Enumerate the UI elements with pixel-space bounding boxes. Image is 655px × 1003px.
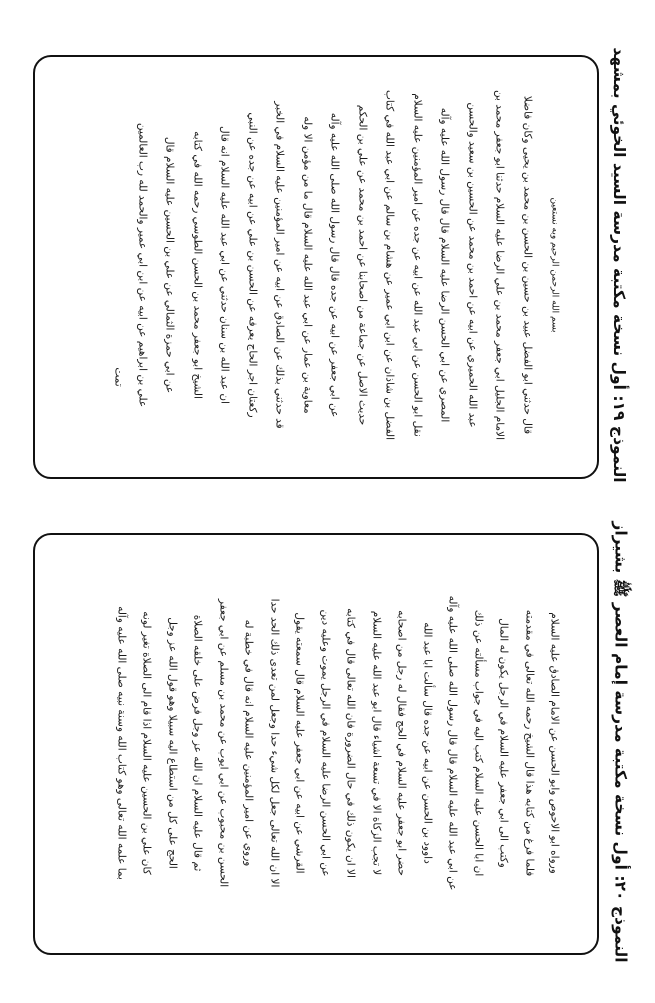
manuscript-line — [522, 553, 536, 933]
manuscript-line — [394, 553, 408, 933]
manuscript-line-text: معاوية بن عمار عن ابي عبد الله عليه السلام قال ما من مؤمن الا وله — [300, 116, 313, 414]
manuscript-signature — [111, 347, 125, 407]
manuscript-line — [355, 75, 369, 455]
manuscript-line-text: الا ان يكون ذلك في حال الضرورة فان الله تعالى قال في كتابه — [344, 608, 357, 878]
manuscript-line — [496, 553, 510, 933]
manuscript-line-text: قال حدثني ابو الفضل عبيد بن حسين بن الحسن بن محمد بن يحيى وكان فاضلا — [520, 95, 533, 435]
manuscript-line — [217, 75, 231, 455]
manuscript-line — [245, 75, 259, 455]
manuscript-line-text: الحسن بن محبوب عن ابي ايوب عن محمد بن مسلم عن ابي جعفر — [216, 598, 229, 888]
manuscript-line-text: وروي عن امير المؤمنين عليه السلام انه قال في خطبة له — [242, 619, 255, 867]
manuscript-line-text: قد حدثني بذلك عن الصادق عن ابيه عن امير المؤمنين عليه السلام في الخبر — [273, 101, 286, 429]
manuscript-line-text: الا ان الله تعالى جعل لكل شيء حدا وجعل لمن تعدى ذلك الحد حدا — [267, 598, 280, 888]
manuscript-line-text: عن ابي الحسن الرضا عليه السلام في الرجل يموت وعليه دين — [318, 609, 331, 877]
manuscript-line — [114, 553, 128, 933]
manuscript-line-text: حديث الاصل عن جماعة من اصحابنا عن احمد بن محمد عن علي بن الحكم — [355, 104, 368, 426]
manuscript-line-text: الحج على كل من استطاع اليه سبيلا وهو قول الله عز وجل — [165, 617, 178, 869]
manuscript-line-text: عن ابي حمزة الثمالي عن علي بن الحسين عليه السلام قال — [163, 136, 176, 394]
manuscript-line-text: داوود بن الحسن عن ابيه عن جده قال سألت ابا عبد الله — [420, 622, 433, 864]
manuscript-line — [369, 553, 383, 933]
manuscript-line-text: ورواه ابو الاحوص وابو الحسن عن الامام الصادق عليه السلام — [548, 612, 561, 874]
manuscript-line-text: القرشي عن ابيه عن ابي جعفر عليه السلام قال سمعته يقول — [293, 612, 306, 874]
manuscript-line-text: عن ابي عبد الله عليه السلام قال قال رسول الله صلى الله عليه وآله — [446, 595, 459, 891]
manuscript-line — [190, 553, 204, 933]
manuscript-line-text: لا تجب الزكاة الا في تسعة اشياء قال ابو عبد الله عليه السلام — [369, 610, 382, 876]
manuscript-line — [318, 553, 332, 933]
manuscript-line-text: بما علمه الله تعالى وهو كتاب الله وسنة نبيه صلى الله عليه وآله — [114, 606, 127, 880]
manuscript-line — [465, 75, 479, 455]
manuscript-line-text: وكتب الى ابي جعفر عليه السلام في الرجل يكون له المال — [497, 618, 510, 868]
manuscript-line — [241, 553, 255, 933]
manuscript-line-text: الامام الجليل ابي جعفر محمد بن علي الرضا عليه السلام حدثنا ابو جعفر محمد بن — [493, 89, 506, 441]
manuscript-line-text: ان ابا الحسن عليه السلام كتب اليه في جواب مسألته عن ذلك — [471, 609, 484, 877]
manuscript-line — [520, 75, 534, 455]
manuscript-line — [190, 75, 204, 455]
manuscript-line — [420, 553, 434, 933]
manuscript-line — [382, 75, 396, 455]
manuscript-line — [267, 553, 281, 933]
manuscript-line-text: حضر ابو جعفر عليه السلام في الحج فقال له رجل من اصحابه — [395, 610, 408, 876]
manuscript-line — [292, 553, 306, 933]
manuscript-sample-19 — [33, 55, 599, 479]
manuscript-signature-text: تمت — [112, 367, 125, 387]
manuscript-line-text: بسم الله الرحمن الرحيم وبه نستعين — [549, 197, 560, 333]
manuscript-line — [272, 75, 286, 455]
caption-19-strip — [604, 47, 634, 483]
manuscript-line-text: المصري عن ابي الحسن الرضا عليه السلام قال قال رسول الله عليه وآله — [438, 107, 451, 423]
manuscript-line — [445, 553, 459, 933]
manuscript-line — [410, 75, 424, 455]
manuscript-line-text: كان علي بن الحسين عليه السلام اذا قام الى الصلاة تغير لونه — [140, 611, 153, 875]
manuscript-line-text: عن ابي جعفر عن ابيه عن جده قال قال رسول الله صلى الله عليه وآله — [328, 112, 341, 418]
manuscript-line — [327, 75, 341, 455]
caption-20: النموذج ٢٠: أول نسخة مكتبة مدرسة إمام العصر ﷺ بشيراز — [611, 521, 630, 963]
manuscript-line — [135, 75, 149, 455]
manuscript-line-text: الشيخ ابو جعفر محمد بن الحسن الطوسي رحمه الله في كتابه — [190, 131, 203, 399]
manuscript-line — [437, 75, 451, 455]
manuscript-line-text: علي بن ابراهيم عن ابيه عن ابن ابي عمير والحمد لله رب العالمين — [135, 122, 148, 408]
manuscript-line — [547, 553, 561, 933]
manuscript-line — [216, 553, 230, 933]
manuscript-line — [492, 75, 506, 455]
manuscript-sample-20 — [33, 533, 599, 955]
manuscript-line-text: الفضل بن شاذان عن ابن ابي عمير عن هشام بن سالم عن ابي عبد الله في كتاب — [383, 89, 396, 441]
caption-19: النموذج ١٩: أول نسخة مكتبة مدرسة السيد الخوئي بمشهد — [610, 47, 628, 483]
caption-20-strip — [604, 521, 634, 963]
manuscript-line-text: ان عبد الله بن سنان حدثني عن ابي عبد الله عليه السلام انه قال — [218, 126, 231, 404]
manuscript-line — [471, 553, 485, 933]
manuscript-line — [343, 553, 357, 933]
manuscript-line-text: فلما فرغ من كتابه هذا قال الشيخ رحمه الله تعالى في مقدمته — [522, 609, 535, 877]
manuscript-line — [139, 553, 153, 933]
manuscript-line — [162, 75, 176, 455]
manuscript-line — [165, 553, 179, 933]
manuscript-line — [547, 75, 561, 455]
manuscript-line — [300, 75, 314, 455]
manuscript-line-text: ثم قال عليه السلام ان الله عز وجل فرض على خلقه الصلاة — [191, 614, 204, 872]
manuscript-line-text: ركعتان اجر الحاج يعرفه عن الحسن بن علي عن ابيه عن جده عن النبي — [245, 112, 258, 418]
manuscript-line-text: عبد الله الحميري عن ابيه عن احمد بن محمد عن الحسين بن سعيد والحسن — [465, 102, 478, 428]
manuscript-line-text: نقل ابو الحسن عن ابي عبد الله عن ابيه عن جده عن امير المؤمنين عليه السلام — [410, 93, 423, 437]
